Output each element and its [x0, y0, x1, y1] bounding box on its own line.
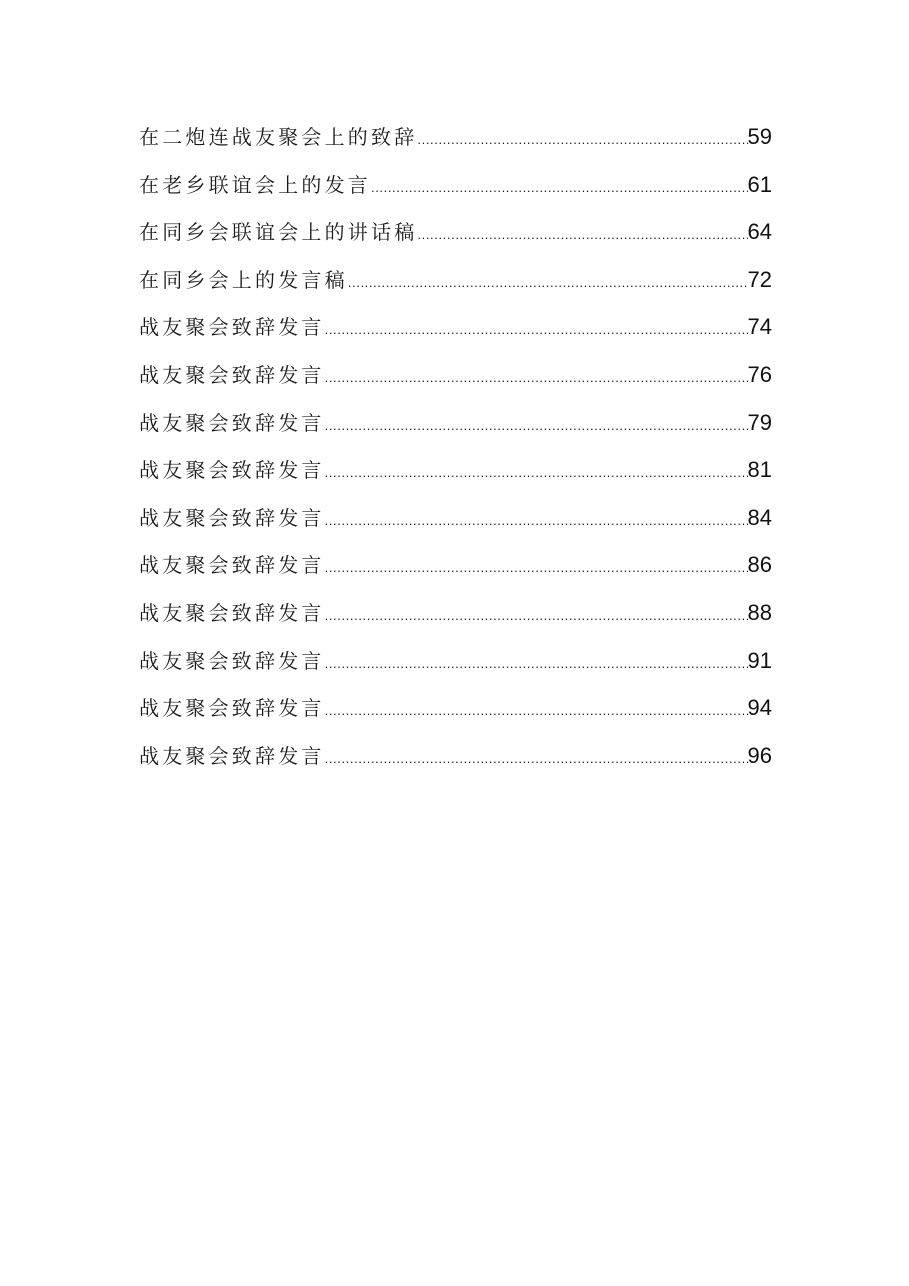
toc-entry[interactable] [139, 740, 772, 788]
toc-page-number: 84 [747, 504, 772, 530]
toc-dot-leader [325, 560, 748, 575]
toc-page-number: 76 [747, 361, 772, 387]
toc-dot-leader [371, 180, 748, 195]
toc-entry[interactable] [139, 311, 772, 359]
toc-dot-leader [417, 227, 747, 242]
toc-entry-title: 战友聚会致辞发言 [139, 553, 325, 578]
toc-entry-title: 在老乡联谊会上的发言 [139, 172, 371, 197]
toc-page-number: 61 [747, 171, 772, 197]
toc-dot-leader [325, 751, 748, 766]
toc-dot-leader [325, 465, 748, 480]
toc-entry-title: 战友聚会致辞发言 [139, 362, 325, 387]
toc-entry[interactable] [139, 454, 772, 502]
toc-page-number: 86 [747, 552, 772, 578]
toc-entry-title: 战友聚会致辞发言 [139, 600, 325, 625]
table-of-contents [139, 121, 772, 787]
toc-entry-title: 在二炮连战友聚会上的致辞 [139, 125, 418, 149]
toc-page-number: 64 [747, 219, 772, 245]
toc-page-number: 94 [747, 695, 772, 721]
toc-dot-leader [325, 656, 748, 671]
toc-entry-title: 战友聚会致辞发言 [139, 315, 325, 340]
toc-entry[interactable] [139, 216, 772, 264]
toc-entry-title: 战友聚会致辞发言 [139, 696, 325, 721]
toc-dot-leader [325, 370, 748, 385]
toc-page-number: 96 [747, 742, 772, 768]
toc-entry-title: 战友聚会致辞发言 [139, 410, 325, 435]
toc-page-number: 91 [747, 647, 772, 673]
toc-entry[interactable] [139, 169, 772, 217]
toc-dot-leader [417, 132, 747, 147]
toc-dot-leader [325, 418, 748, 433]
toc-page-number: 72 [747, 266, 772, 292]
toc-dot-leader [325, 703, 748, 718]
toc-page-number: 59 [747, 124, 772, 149]
toc-entry[interactable] [139, 407, 772, 455]
toc-dot-leader [325, 322, 748, 337]
toc-entry[interactable] [139, 359, 772, 407]
toc-entry[interactable] [139, 597, 772, 645]
toc-page-number: 74 [747, 314, 772, 340]
toc-entry-title: 战友聚会致辞发言 [139, 505, 325, 530]
toc-page-number: 88 [747, 599, 772, 625]
toc-entry[interactable] [139, 264, 772, 312]
toc-dot-leader [325, 608, 748, 623]
toc-entry[interactable] [139, 645, 772, 693]
toc-entry[interactable] [139, 692, 772, 740]
toc-dot-leader [348, 275, 748, 290]
toc-entry-title: 在同乡会上的发言稿 [139, 267, 348, 292]
toc-entry[interactable] [139, 502, 772, 550]
toc-entry[interactable] [139, 549, 772, 597]
toc-dot-leader [325, 513, 748, 528]
toc-entry-title: 战友聚会致辞发言 [139, 458, 325, 483]
toc-entry-title: 在同乡会联谊会上的讲话稿 [139, 220, 418, 245]
toc-entry-title: 战友聚会致辞发言 [139, 743, 325, 768]
toc-entry-title: 战友聚会致辞发言 [139, 648, 325, 673]
toc-page-number: 81 [747, 457, 772, 483]
toc-page-number: 79 [747, 409, 772, 435]
toc-entry[interactable] [139, 121, 772, 169]
